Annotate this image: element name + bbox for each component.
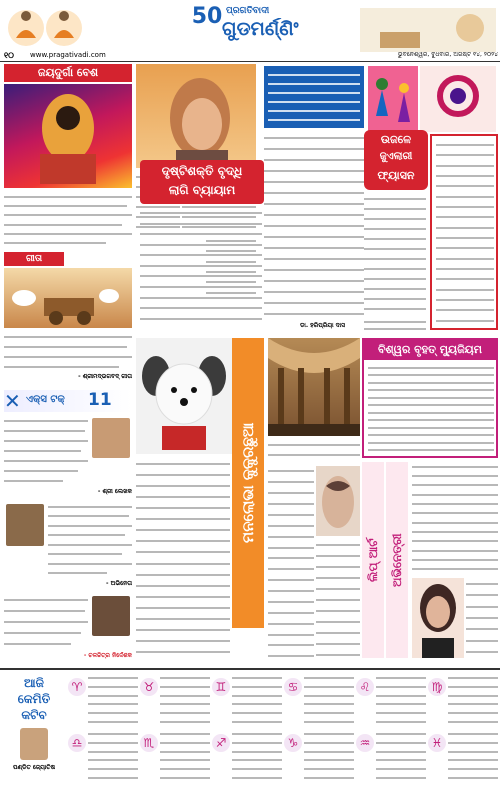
brand-name: ପ୍ରଗତିବାଦୀ	[226, 6, 270, 16]
sign-scorpio	[140, 730, 210, 784]
earring-photo	[420, 66, 496, 132]
actress-photo	[412, 578, 464, 658]
virgo-icon: ♍	[428, 678, 446, 696]
author-2-photo	[6, 504, 44, 546]
x-talk-item-2	[48, 502, 132, 578]
sagittarius-text	[232, 730, 282, 782]
blue-info-text	[268, 70, 360, 124]
taurus-text	[160, 674, 210, 726]
section-title: ଗୁଡମର୍ଣ୍ଣିଂ	[222, 18, 299, 40]
dateline: ଭୁବନେଶ୍ୱର, ବୁଧବାର, ଅଗଷ୍ଟ ୧୪, ୨୦୨୪	[397, 51, 498, 58]
author-3-photo	[92, 596, 130, 636]
gemini-icon: ♊	[212, 678, 230, 696]
actress-body-2	[466, 578, 498, 658]
taurus-icon: ♉	[140, 678, 158, 696]
sign-libra	[68, 730, 138, 784]
sign-pisces	[428, 730, 498, 784]
vertical-title-3: ଅଭିନେତ୍ରୀ	[390, 533, 404, 587]
vertical-title-1: ମନଲୋଭା କୁକୁରଛୁଆ	[239, 422, 257, 544]
gemini-text	[232, 674, 282, 726]
blue-info-box	[264, 66, 364, 128]
puppy-body	[136, 458, 230, 658]
gita-label: ଗୀତା	[4, 252, 64, 266]
author-3-credit: - ଚଳଚ୍ଚିତ୍ର ନିର୍ଦ୍ଦେଶକ	[83, 652, 132, 659]
sign-capricorn	[284, 730, 354, 784]
capricorn-icon: ♑	[284, 734, 302, 752]
leo-text	[376, 674, 426, 726]
cancer-icon: ♋	[284, 678, 302, 696]
lip-art-body	[268, 466, 314, 662]
woman-photo	[136, 64, 256, 168]
gita-chariot-photo	[4, 268, 132, 328]
astrologer-name: ପଣ୍ଡିତ ଜ୍ୟୋତିଷ	[12, 764, 55, 771]
libra-text	[88, 730, 138, 782]
sign-taurus	[140, 674, 210, 728]
jewel-title-3: ଫ୍ୟାସନ	[377, 169, 415, 182]
x-talk-item-3	[4, 594, 88, 650]
jewellery-body-2	[364, 318, 426, 332]
jewellery-tips-box	[430, 134, 498, 330]
museum-body	[368, 364, 494, 454]
horoscope-title-2: କେମିତି	[17, 692, 51, 706]
exercise-title-1: ଦୃଷ୍ଟିଶକ୍ତି ବୃଦ୍ଧି	[161, 164, 243, 178]
capricorn-text	[304, 730, 354, 782]
x-talk-item-1	[4, 416, 88, 486]
vertical-banner-2	[362, 462, 384, 658]
x-talk-number: 11	[88, 390, 112, 410]
museum-photo	[268, 338, 360, 436]
sign-aries	[68, 674, 138, 728]
aries-text	[88, 674, 138, 726]
sign-cancer	[284, 674, 354, 728]
museum-title: ବିଶ୍ୱର ବୃହତ୍ ମ୍ୟୁଜିୟମ	[364, 340, 496, 360]
jewellery-headline	[364, 130, 428, 190]
lip-art-photo	[316, 466, 360, 536]
sign-leo	[356, 674, 426, 728]
horoscope-title-box	[4, 674, 64, 784]
jewel-title-1: ଉଜଳେ	[380, 133, 412, 146]
museum-article	[362, 338, 498, 458]
left-column	[4, 64, 132, 664]
sign-sagittarius	[212, 730, 282, 784]
masthead-decor	[360, 2, 496, 58]
horoscope-title-3: କଟିବ	[21, 708, 47, 722]
pisces-icon: ♓	[428, 734, 446, 752]
virgo-text	[448, 674, 498, 726]
vertical-banner-3	[386, 462, 408, 658]
sign-aquarius	[356, 730, 426, 784]
yoga-illustration	[4, 2, 104, 58]
anniversary-badge: 50	[191, 4, 223, 29]
author-2-credit: - ଅଭିନେତା	[106, 580, 132, 587]
author-1-credit: - ଶ୍ରୀ ଲେଖକ	[97, 488, 132, 495]
leo-icon: ♌	[356, 678, 374, 696]
astrologer-photo	[20, 728, 48, 760]
jewellery-tips-text	[436, 140, 494, 326]
feature-title: ଜୟଦୁର୍ଗା ବେଶ	[4, 64, 132, 82]
libra-icon: ♎	[68, 734, 86, 752]
vertical-banner-1	[232, 338, 264, 628]
x-talk-title: ଏକ୍ସ ଟକ୍	[26, 394, 65, 405]
x-icon: ✕	[4, 391, 21, 411]
jewel-title-2: ଜୁଏଲାରୀ	[379, 151, 413, 162]
puppy-photo	[136, 338, 232, 454]
exercise-body-col1	[140, 208, 262, 324]
scorpio-icon: ♏	[140, 734, 158, 752]
lip-art-body-2	[316, 540, 360, 660]
pisces-text	[448, 730, 498, 782]
museum-body-below	[268, 440, 360, 460]
horoscope-title-1: ଆଜି	[24, 676, 44, 690]
exercise-title-2: ଲାଗି ବ୍ୟାୟାମ	[168, 183, 236, 197]
x-talk-header	[4, 390, 132, 412]
jewellery-body-1	[364, 194, 426, 314]
horoscope-section	[0, 668, 500, 788]
aries-icon: ♈	[68, 678, 86, 696]
gita-quote	[4, 332, 132, 372]
sign-gemini	[212, 674, 282, 728]
aquarius-icon: ♒	[356, 734, 374, 752]
feature-body	[4, 192, 132, 248]
masthead	[0, 0, 500, 62]
vertical-title-2: ଲିପ୍ ଆର୍ଟ	[366, 538, 380, 582]
goddess-photo	[4, 84, 132, 188]
sign-virgo	[428, 674, 498, 728]
exercise-headline	[140, 160, 264, 204]
scorpio-text	[160, 730, 210, 782]
actress-body	[412, 462, 498, 574]
gita-credit: - ଶ୍ରୀମଦ୍ଭଗବଦ୍ ଗୀତା	[78, 373, 132, 380]
aquarius-text	[376, 730, 426, 782]
jewellery-photo	[368, 66, 418, 132]
author-1-photo	[92, 418, 130, 458]
cancer-text	[304, 674, 354, 726]
exercise-credit: ଡା. ହରିପ୍ରିୟା ଦାସ	[300, 322, 346, 329]
page-number: ୧୦	[4, 51, 14, 60]
website[interactable]: www.pragativadi.com	[30, 51, 106, 59]
sagittarius-icon: ♐	[212, 734, 230, 752]
exercise-body-col2	[264, 132, 364, 320]
